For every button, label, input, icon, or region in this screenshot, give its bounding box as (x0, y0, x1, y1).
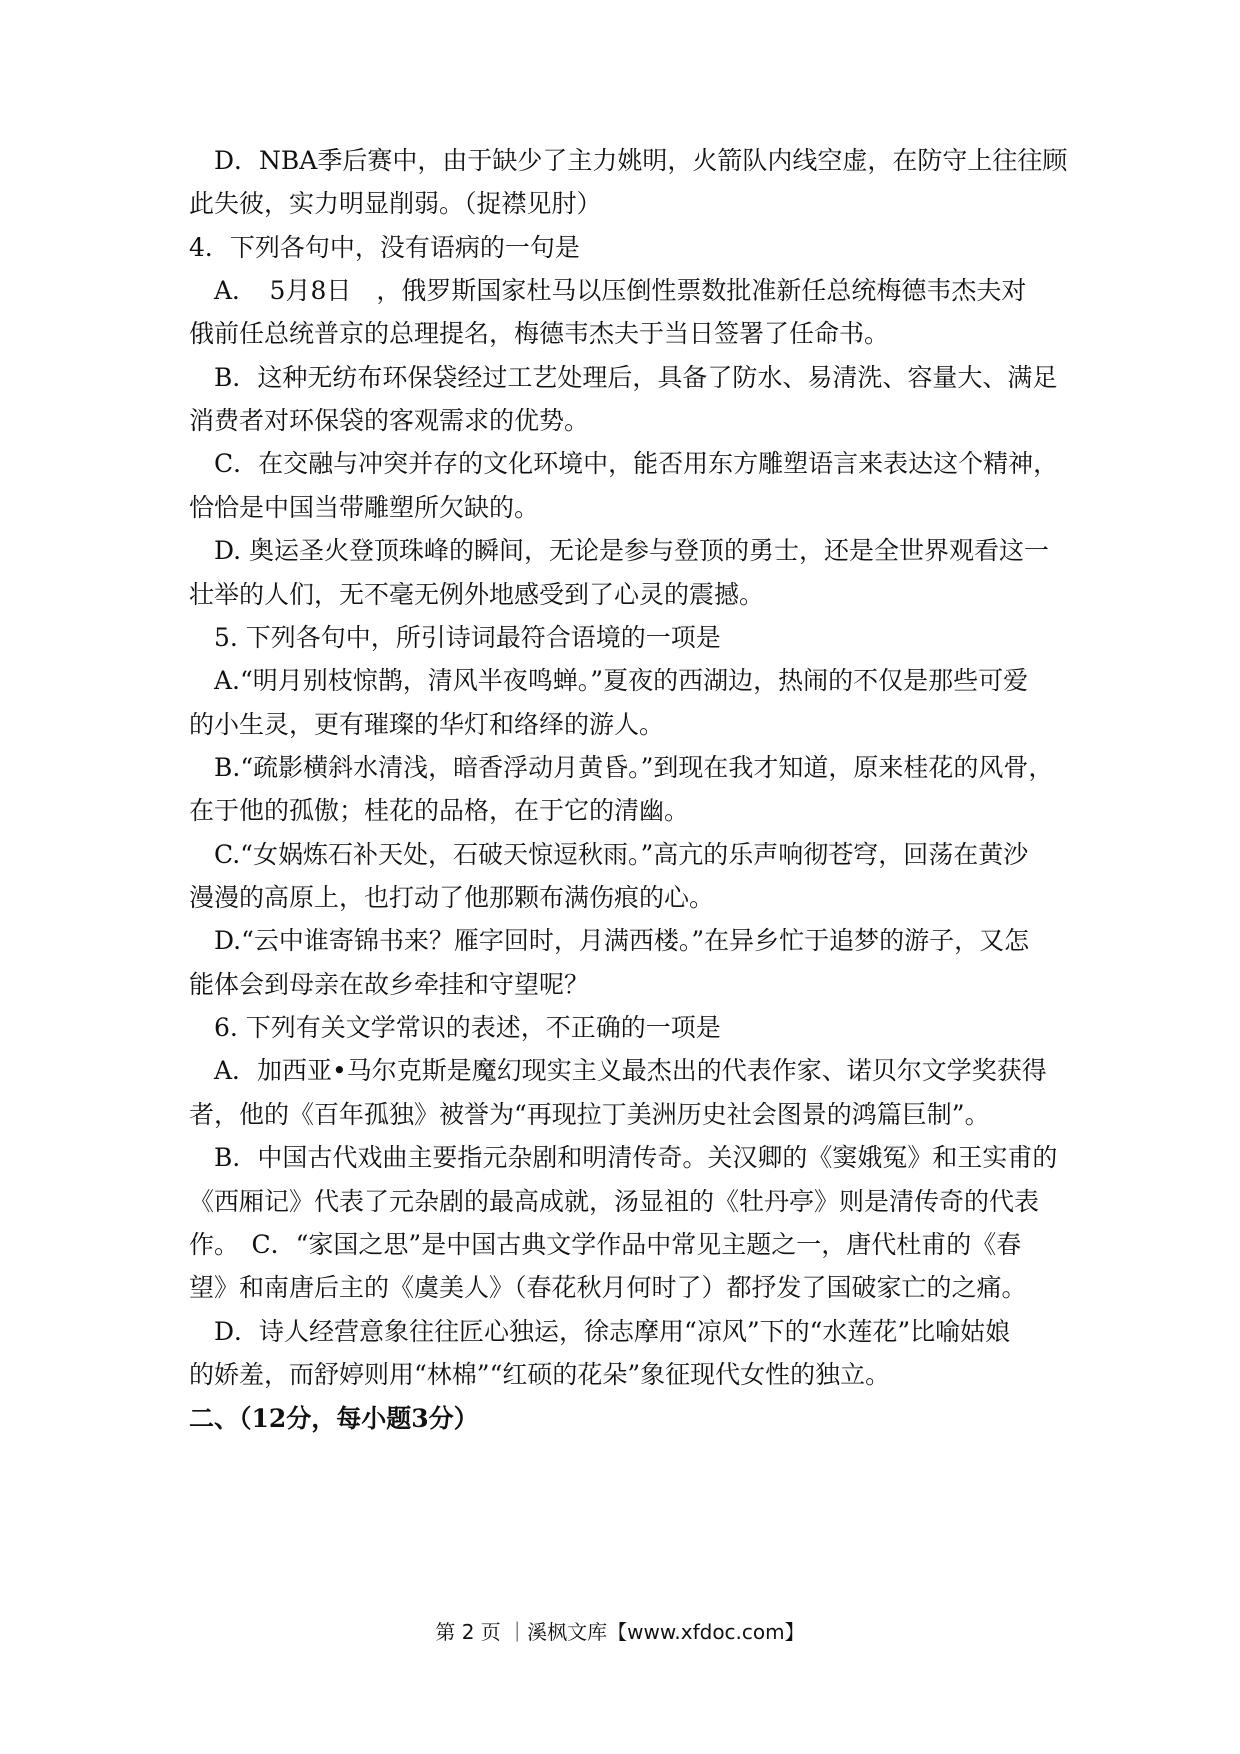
text-line: C.“女娲炼石补天处，石破天惊逗秋雨。”高亢的乐声响彻苍穹，回荡在黄沙 (189, 840, 1029, 869)
text-line: 《西厢记》代表了元杂剧的最高成就，汤显祖的《牡丹亭》则是清传奇的代表 (189, 1187, 1040, 1216)
text-line: B．中国古代戏曲主要指元杂剧和明清传奇。关汉卿的《窦娥冤》和王实甫的 (189, 1143, 1058, 1172)
text-line: 的娇羞，而舒婷则用“林棉”“红硕的花朵”象征现代女性的独立。 (189, 1360, 891, 1389)
text-line: A． 5月8日 ，俄罗斯国家杜马以压倒性票数批准新任总统梅德韦杰夫对 (189, 276, 1027, 305)
text-line: A．加西亚•马尔克斯是魔幻现实主义最杰出的代表作家、诺贝尔文学奖获得 (189, 1056, 1047, 1085)
text-line: B.“疏影横斜水清浅，暗香浮动月黄昏。”到现在我才知道，原来桂花的风骨， (189, 753, 1054, 782)
page-footer: 第 2 页 ｜溪枫文库【www.xfdoc.com】 (435, 1620, 805, 1644)
section-heading: 二、（12分，每小题3分） (189, 1404, 479, 1433)
question-5-stem: 5. 下列各句中，所引诗词最符合语境的一项是 (189, 623, 721, 652)
text-line: 者，他的《百年孤独》被誉为“再现拉丁美洲历史社会图景的鸿篇巨制”。 (189, 1100, 990, 1129)
text-line: A.“明月别枝惊鹊，清风半夜鸣蝉。”夏夜的西湖边，热闹的不仅是那些可爱 (189, 666, 1029, 695)
text-line: 消费者对环保袋的客观需求的优势。 (189, 406, 590, 435)
text-line: 恰恰是中国当带雕塑所欠缺的。 (189, 493, 540, 522)
text-line: D. 奥运圣火登顶珠峰的瞬间，无论是参与登顶的勇士，还是全世界观看这一 (189, 536, 1050, 565)
text-line: 漫漫的高原上，也打动了他那颗布满伤痕的心。 (189, 883, 715, 912)
question-6-stem: 6. 下列有关文学常识的表述，不正确的一项是 (189, 1013, 721, 1042)
text-line: 作。 C．“家国之思”是中国古典文学作品中常见主题之一，唐代杜甫的《春 (189, 1230, 1022, 1259)
text-line: 的小生灵，更有璀璨的华灯和络绎的游人。 (189, 710, 665, 739)
text-line: 壮举的人们，无不毫无例外地感受到了心灵的震撼。 (189, 580, 765, 609)
text-line: 俄前任总统普京的总理提名，梅德韦杰夫于当日签署了任命书。 (189, 319, 890, 348)
text-line: B．这种无纺布环保袋经过工艺处理后，具备了防水、易清洗、容量大、满足 (189, 363, 1058, 392)
text-line: C．在交融与冲突并存的文化环境中，能否用东方雕塑语言来表达这个精神， (189, 449, 1059, 478)
text-line: D.“云中谁寄锦书来？雁字回时，月满西楼。”在异乡忙于追梦的游子，又怎 (189, 926, 1030, 955)
text-line: D．诗人经营意象往往匠心独运，徐志摩用“凉风”下的“水莲花”比喻姑娘 (189, 1317, 1011, 1346)
text-line: 在于他的孤傲；桂花的品格，在于它的清幽。 (189, 796, 690, 825)
text-line: D．NBA季后赛中，由于缺少了主力姚明，火箭队内线空虚，在防守上往往顾 (189, 146, 1068, 175)
question-4-stem: 4．下列各句中，没有语病的一句是 (189, 233, 580, 262)
text-line: 此失彼，实力明显削弱。（捉襟见肘） (189, 189, 602, 218)
text-line: 望》和南唐后主的《虞美人》（春花秋月何时了）都抒发了国破家亡的之痛。 (189, 1273, 1027, 1302)
text-line: 能体会到母亲在故乡牵挂和守望呢？ (189, 970, 590, 999)
